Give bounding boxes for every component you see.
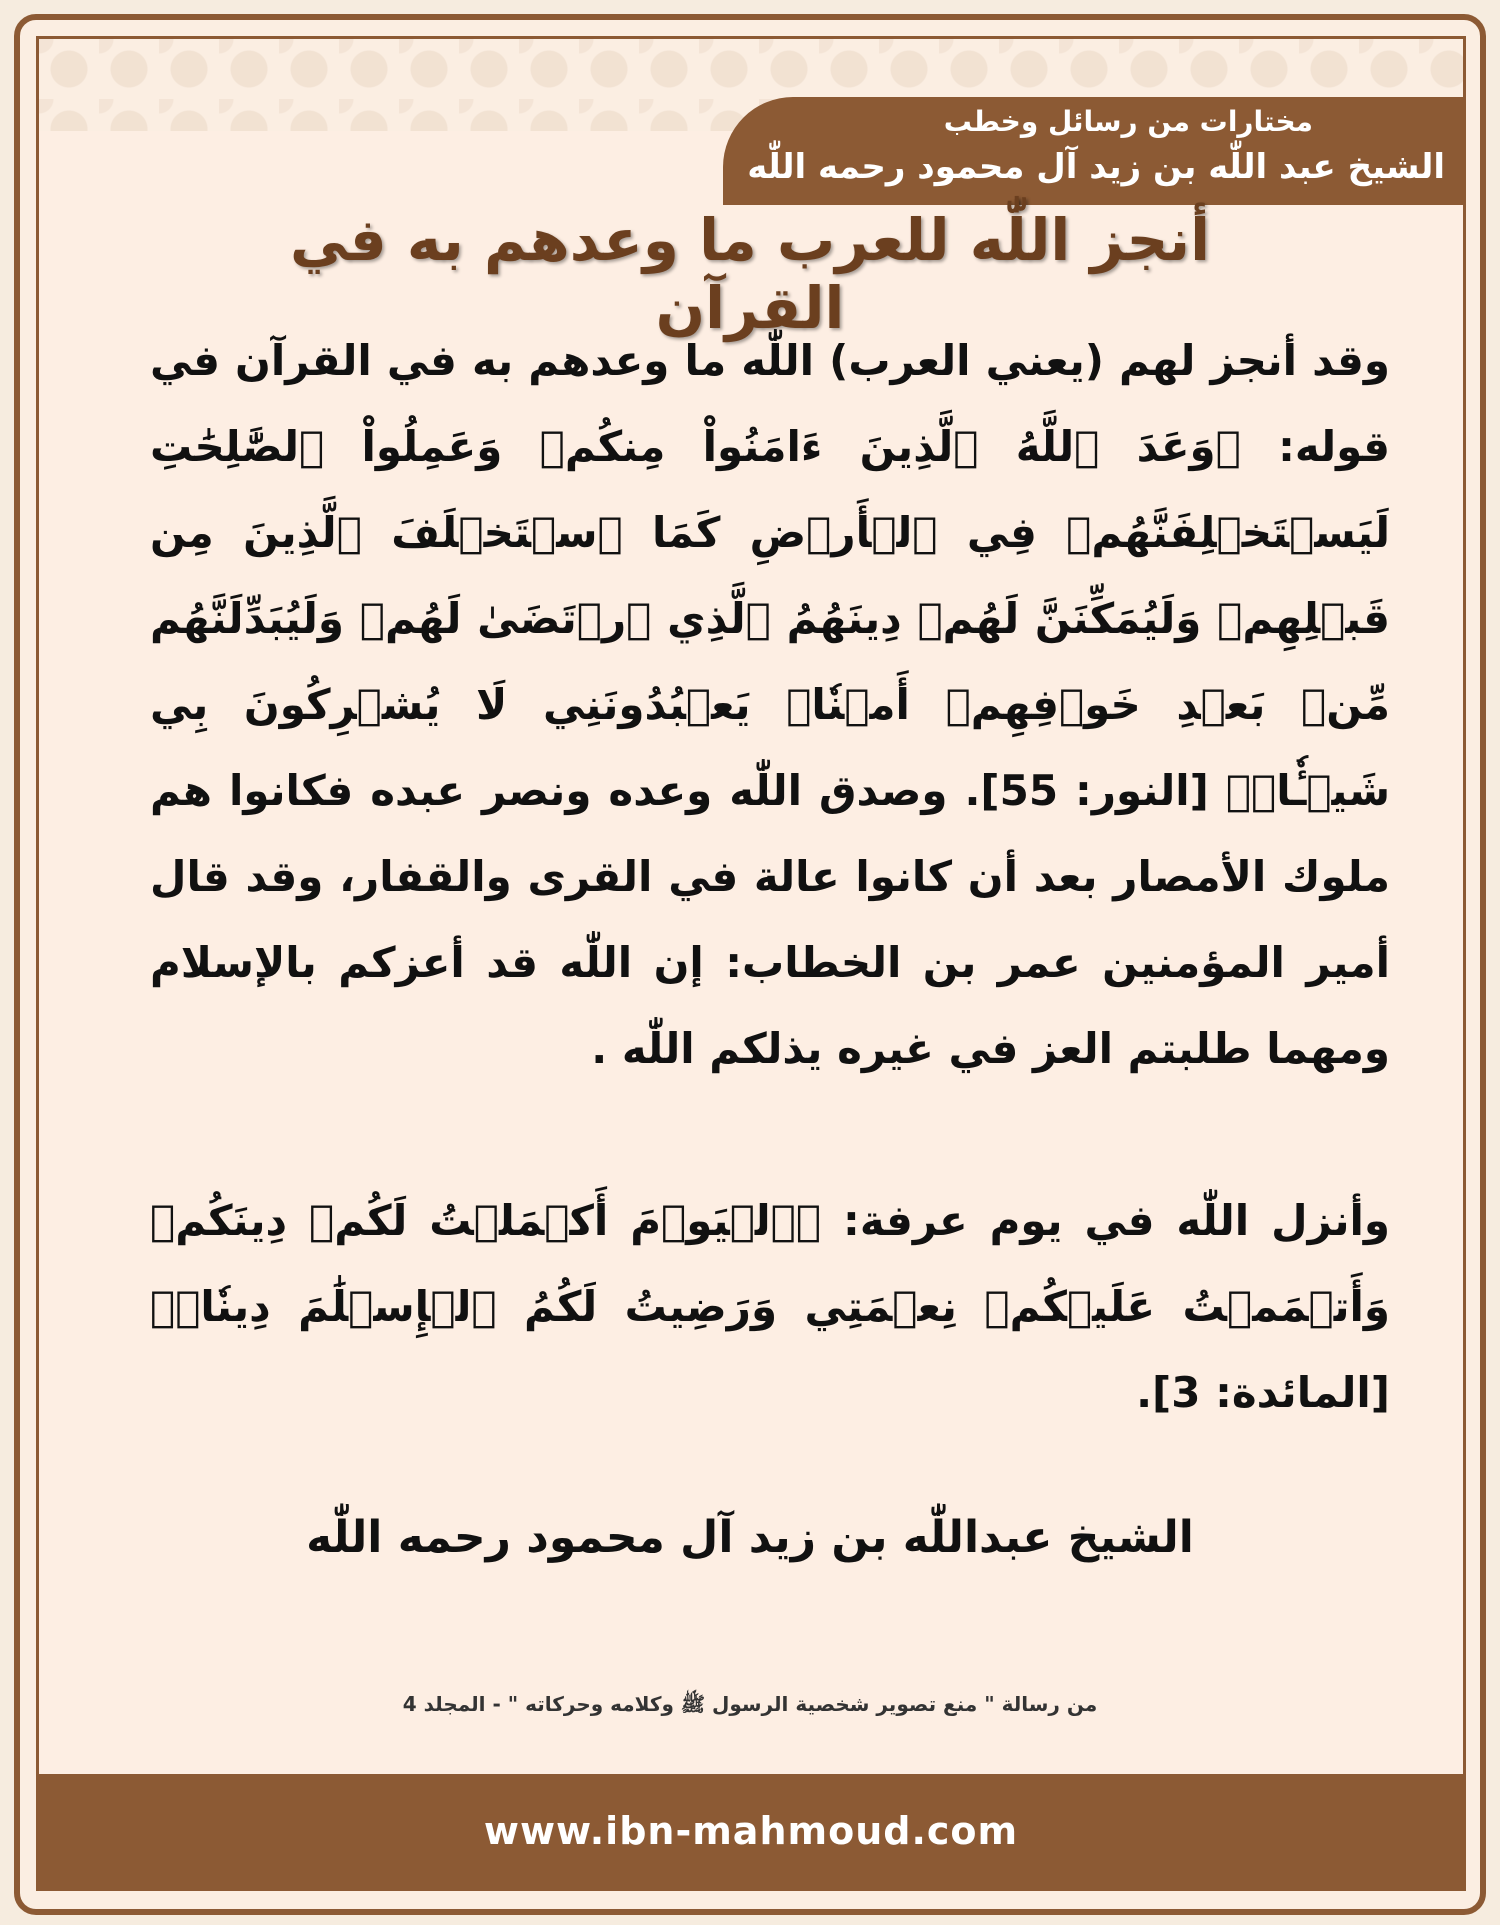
signature: الشيخ عبداللّٰه بن زيد آل محمود رحمه اللّٰه [306,1512,1194,1563]
paragraph-1: وقد أنجز لهم (يعني العرب) اللّٰه ما وعدهم به في القرآن في قوله: ﴿وَعَدَ ٱللَّهُ ٱلَّذِينَ ءَامَنُواْ مِنكُمۡ وَعَمِلُواْ ٱلصَّٰلِحَٰتِ لَيَسۡتَخۡلِفَنَّهُمۡ فِي ٱلۡأَرۡضِ كَمَا ٱسۡتَخۡلَفَ ٱلَّذِينَ مِن قَبۡلِهِمۡ وَلَيُمَكِّنَنَّ لَهُمۡ دِينَهُمُ ٱلَّذِي ٱرۡتَضَىٰ لَهُمۡ وَلَيُبَدِّلَنَّهُم مِّنۢ بَعۡدِ خَوۡفِهِمۡ أَمۡنٗاۚ يَعۡبُدُونَنِي لَا يُشۡرِكُونَ بِي شَيۡـٔٗاۚ﴾ [النور: 55]. وصدق اللّٰه وعده ونصر عبده فكانوا هم ملوك الأمصار بعد أن كانوا عالة في القرى والقفار، وقد قال أمير المؤمنين عمر بن الخطاب: إن اللّٰه قد أعزكم بالإسلام ومهما طلبتم العز في غيره يذلكم اللّٰه . [150,336,1391,1073]
page-title: أنجز اللّٰه للعرب ما وعدهم به في القرآن [290,206,1210,342]
website-link[interactable]: www.ibn-mahmoud.com [483,1809,1019,1853]
footer-band [39,1774,1463,1888]
header-band [723,97,1463,205]
paragraph-2: وأنزل اللّٰه في يوم عرفة: ﴿ٱلۡيَوۡمَ أَكۡمَلۡتُ لَكُمۡ دِينَكُمۡ وَأَتۡمَمۡتُ عَلَيۡكُمۡ نِعۡمَتِي وَرَضِيتُ لَكُمُ ٱلۡإِسۡلَٰمَ دِينٗاۚ﴾ [المائدة: 3]. [150,1196,1390,1417]
header-author: الشيخ عبد اللّٰه بن زيد آل محمود رحمه اللّٰه [747,147,1445,187]
header-series-title: مختارات من رسائل وخطب [943,105,1313,138]
source-citation: من رسالة " منع تصوير شخصية الرسول ﷺ وكلامه وحركاته " - المجلد 4 [402,1692,1098,1716]
article-body [150,318,1390,1436]
